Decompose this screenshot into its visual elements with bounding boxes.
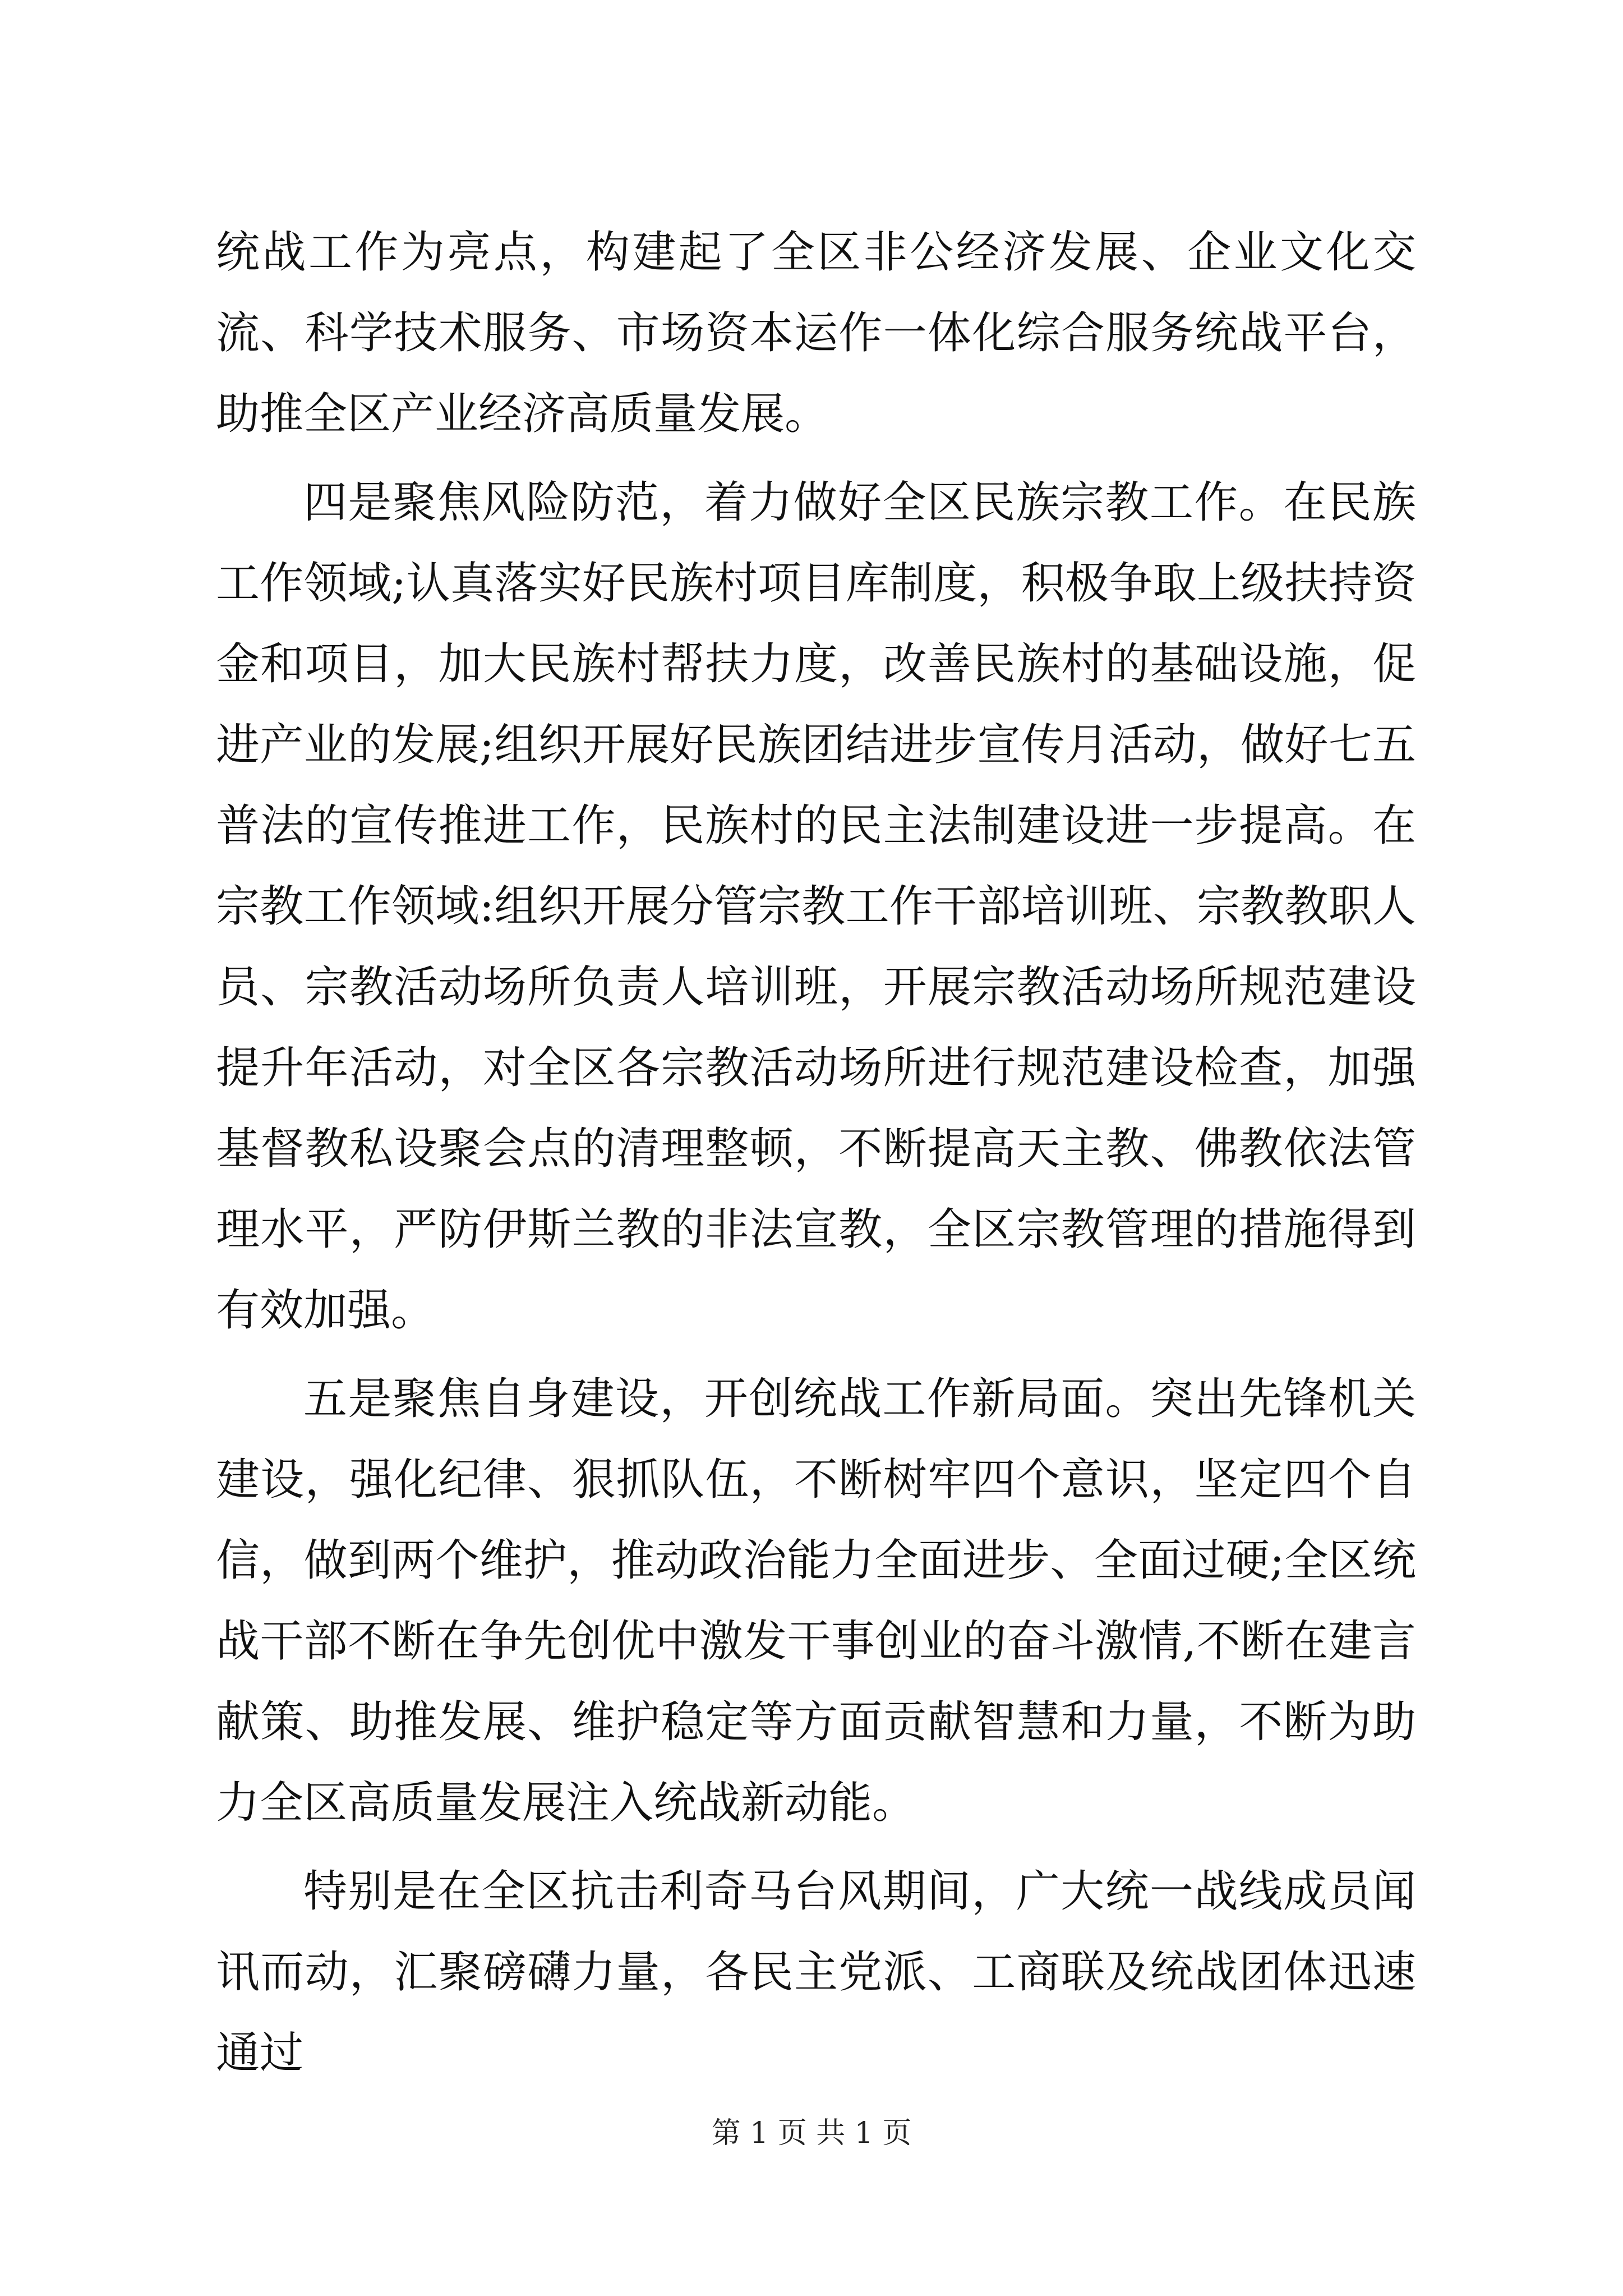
page-footer: 第 1 页 共 1 页 — [711, 2116, 912, 2150]
paragraph-2: 四是聚焦风险防范，着力做好全区民族宗教工作。在民族工作领域;认真落实好民族村项目库制度，积极争取上级扶持资金和项目，加大民族村帮扶力度，改善民族村的基础设施，促进产业的发展;组织开展好民族团结进步宣传月活动，做好七五普法的宣传推进工作，民族村的民主法制建设进一步提高。在宗教工作领域:组织开展分管宗教工作干部培训班、宗教教职人员、宗教活动场所负责人培训班，开展宗教活动场所规范建设提升年活动，对全区各宗教活动场所进行规范建设检查，加强基督教私设聚会点的清理整顿，不断提高天主教、佛教依法管理水平，严防伊斯兰教的非法宣教，全区宗教管理的措施得到有效加强。 — [216, 477, 1416, 1336]
document-body — [216, 212, 1416, 2101]
paragraph-1: 统战工作为亮点，构建起了全区非公经济发展、企业文化交流、科学技术服务、市场资本运作一体化综合服务统战平台，助推全区产业经济高质量发展。 — [216, 227, 1416, 439]
paragraph-3: 五是聚焦自身建设，开创统战工作新局面。突出先锋机关建设，强化纪律、狠抓队伍，不断树牢四个意识，坚定四个自信，做到两个维护，推动政治能力全面进步、全面过硬;全区统战干部不断在争先创优中激发干事创业的奋斗激情,不断在建言献策、助推发展、维护稳定等方面贡献智慧和力量，不断为助力全区高质量发展注入统战新动能。 — [216, 1374, 1416, 1828]
paragraph-4: 特别是在全区抗击利奇马台风期间，广大统一战线成员闻讯而动，汇聚磅礴力量，各民主党派、工商联及统战团体迅速通过 — [216, 1866, 1416, 2078]
